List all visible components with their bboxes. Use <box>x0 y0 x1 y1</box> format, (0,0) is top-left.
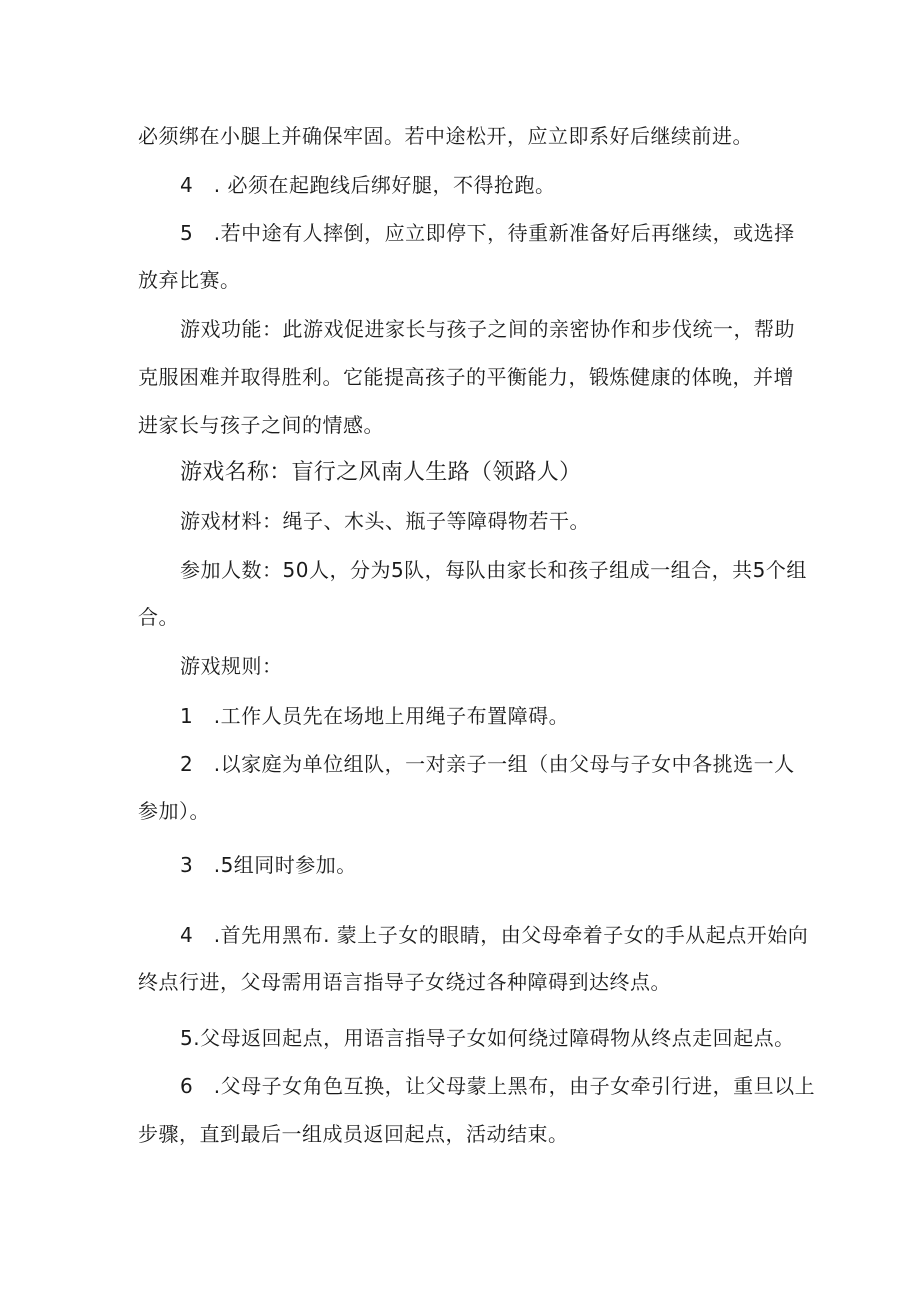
rule-5b-line: 5.父母返回起点，用语言指导子女如何绕过障碍物从终点走回起点。 <box>180 1026 795 1050</box>
rule-3-line: 3 .5组同时参加。 <box>180 853 357 877</box>
rule-2-continuation: 参加）。 <box>138 799 210 823</box>
paragraph-line: 必须绑在小腿上并确保牢固。若中途松开，应立即系好后继续前进。 <box>138 124 753 148</box>
rule-6-line: 6 .父母子女角色互换，让父母蒙上黑布，由子女牵引行进，重旦以上 <box>180 1074 816 1098</box>
game-name-heading: 游戏名称：盲行之风南人生路（领路人） <box>180 460 582 485</box>
rule-5-line: 5 .若中途有人摔倒，应立即停下，待重新准备好后再继续，或选择 <box>180 221 795 245</box>
participants-line: 参加人数：50人，分为5队，每队由家长和孩子组成一组合，共5个组 <box>180 558 807 582</box>
rule-1-line: 1 .工作人员先在场地上用绳子布置障碍。 <box>180 704 570 728</box>
rule-2-line: 2 .以家庭为单位组队，一对亲子一组（由父母与子女中各挑选一人 <box>180 752 795 776</box>
game-materials-line: 游戏材料：绳子、木头、瓶子等障碍物若干。 <box>180 509 590 533</box>
game-function-line: 游戏功能：此游戏促进家长与孩子之间的亲密协作和步伐统一，帮助 <box>180 317 795 341</box>
rule-5-continuation: 放弃比赛。 <box>138 268 241 292</box>
participants-continuation: 合。 <box>138 605 179 629</box>
game-function-line: 进家长与孩子之间的情感。 <box>138 413 384 437</box>
rule-4-line: 4 . 必须在起跑线后绑好腿，不得抢跑。 <box>180 173 556 197</box>
game-function-line: 克服困难并取得胜利。它能提高孩子的平衡能力，锻炼健康的体晚，并增 <box>138 365 794 389</box>
rule-4b-continuation: 终点行进，父母需用语言指导子女绕过各种障碍到达终点。 <box>138 970 671 994</box>
game-rules-heading: 游戏规则： <box>180 654 283 678</box>
rule-4b-line: 4 .首先用黑布. 蒙上子女的眼睛，由父母牵着子女的手从起点开始向 <box>180 923 809 947</box>
rule-6-continuation: 步骤，直到最后一组成员返回起点，活动结束。 <box>138 1122 569 1146</box>
